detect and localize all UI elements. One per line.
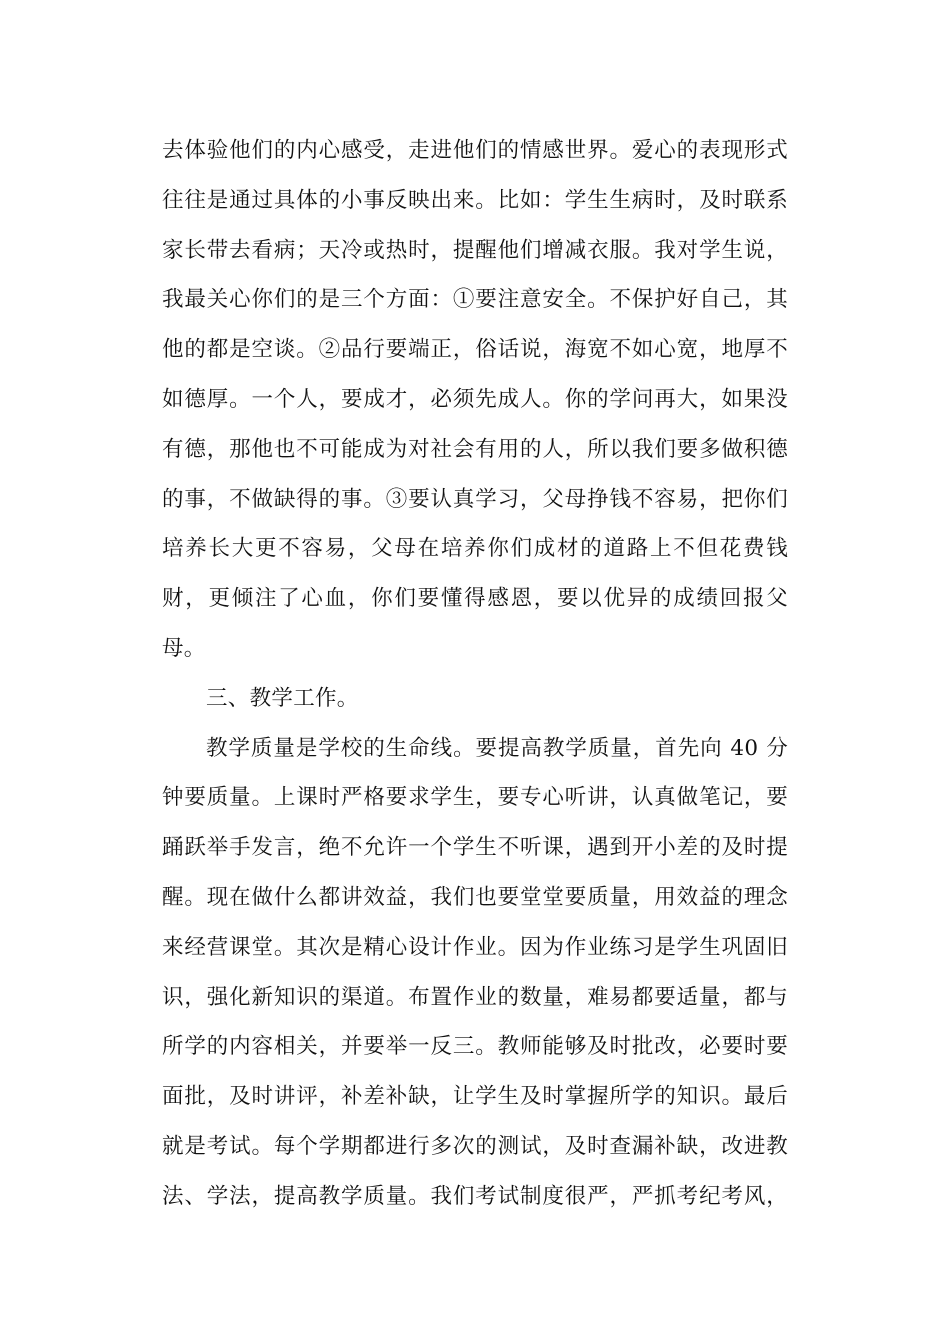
section-heading: 三、教学工作。 xyxy=(206,685,359,711)
paragraph-line: 所学的内容相关，并要举一反三。教师能够及时批改，必要时要 xyxy=(162,1034,788,1060)
paragraph-line: 他的都是空谈。②品行要端正，俗话说，海宽不如心宽，地厚不 xyxy=(162,337,788,363)
paragraph-line: 钟要质量。上课时严格要求学生，要专心听讲，认真做笔记，要 xyxy=(162,785,788,811)
paragraph-line: 识，强化新知识的渠道。布置作业的数量，难易都要适量，都与 xyxy=(162,984,788,1010)
paragraph-line: 醒。现在做什么都讲效益，我们也要堂堂要质量，用效益的理念 xyxy=(162,884,788,910)
paragraph-line: 有德，那他也不可能成为对社会有用的人，所以我们要多做积德 xyxy=(162,436,788,462)
paragraph-line: 去体验他们的内心感受，走进他们的情感世界。爱心的表现形式 xyxy=(162,138,788,163)
paragraph-line: 培养长大更不容易，父母在培养你们成材的道路上不但花费钱 xyxy=(162,536,788,562)
paragraph-line: 法、学法，提高教学质量。我们考试制度很严，严抓考纪考风， xyxy=(162,1183,788,1209)
paragraph-line: 来经营课堂。其次是精心设计作业。因为作业练习是学生巩固旧 xyxy=(162,934,788,960)
paragraph-line: 教学质量是学校的生命线。要提高教学质量，首先向 40 分 xyxy=(206,735,788,761)
paragraph-line: 母。 xyxy=(162,635,206,661)
paragraph-line: 家长带去看病；天冷或热时，提醒他们增减衣服。我对学生说， xyxy=(162,237,788,263)
paragraph-line: 踊跃举手发言，绝不允许一个学生不听课，遇到开小差的及时提 xyxy=(162,835,788,861)
paragraph-line: 就是考试。每个学期都进行多次的测试，及时查漏补缺，改进教 xyxy=(162,1133,788,1159)
document-body xyxy=(162,126,788,1222)
paragraph-line: 如德厚。一个人，要成才，必须先成人。你的学问再大，如果没 xyxy=(162,386,788,412)
paragraph-line: 的事，不做缺得的事。③要认真学习，父母挣钱不容易，把你们 xyxy=(162,486,788,512)
paragraph-line: 往往是通过具体的小事反映出来。比如：学生生病时，及时联系 xyxy=(162,187,788,213)
paragraph-line: 我最关心你们的是三个方面：①要注意安全。不保护好自己，其 xyxy=(162,287,788,313)
paragraph-line: 财，更倾注了心血，你们要懂得感恩，要以优异的成绩回报父 xyxy=(162,586,788,612)
paragraph-line: 面批，及时讲评，补差补缺，让学生及时掌握所学的知识。最后 xyxy=(162,1084,788,1110)
